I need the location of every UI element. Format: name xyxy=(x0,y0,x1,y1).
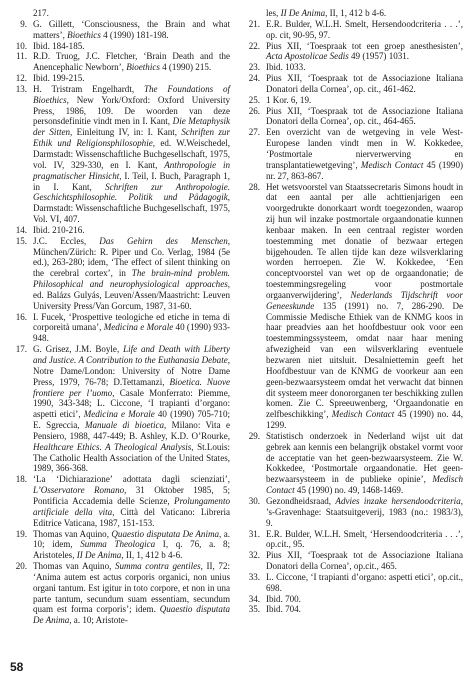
footnote xyxy=(10,236,230,312)
footnote-number: 18. xyxy=(15,474,27,485)
footnote-text: Ibid. 210-216. xyxy=(33,224,85,235)
right-column xyxy=(243,8,463,615)
footnote-number: 21. xyxy=(248,18,260,29)
footnote xyxy=(10,73,230,84)
footnote-number: 30. xyxy=(248,495,260,506)
footnote-text: G. Gillett, ‘Consciousness, the Brain and what matters’, Bioethics 4 (1990) 181-198. xyxy=(33,18,230,40)
footnote-number: 27. xyxy=(248,127,260,138)
footnote-number: 17. xyxy=(15,344,27,355)
footnote-number: 13. xyxy=(15,83,27,94)
page-number: 58 xyxy=(10,660,24,674)
footnote xyxy=(243,106,463,128)
footnote-number: 31. xyxy=(248,528,260,539)
footnote-text: Ibid. 704. xyxy=(266,604,301,615)
footnote-text: Pius XII, ‘Toespraak tot de Associazione Italiana Donatori della Cornea’, op.cit., 465. xyxy=(266,550,463,572)
footnote xyxy=(10,84,230,225)
footnote-text: J.C. Eccles, Das Gehirn des Menschen, München/Zürich: R. Piper und Co. Verlag, 1984 (5e ed.), 263-280; idem, ‘The effect of silent thinking on the cerebral cortex’, in The brain-mind problem. Philosophical and neurophysiological approaches, ed. Balázs Gulyás, Leuven/Assen/Maastricht: Leuven University Press/Van Gorcum, 1987, 31-60. xyxy=(33,235,231,311)
footnote-number: 22. xyxy=(248,40,260,51)
footnote xyxy=(243,41,463,63)
footnote-number: 25. xyxy=(248,94,260,105)
footnote-text: Ibid. 199-215. xyxy=(33,73,85,84)
left-column xyxy=(10,8,230,626)
footnote xyxy=(10,41,230,52)
footnote xyxy=(10,474,230,528)
footnote xyxy=(10,19,230,41)
footnote-number: 34. xyxy=(248,593,260,604)
footnote xyxy=(243,8,463,19)
footnote xyxy=(243,182,463,431)
footnote-text: R.D. Truog, J.C. Fletcher, ‘Brain Death and the Anencephalic Newborn’, Bioethics 4 (1990) 215. xyxy=(33,51,230,73)
footnote xyxy=(10,8,230,19)
footnote-text: Gezondheidsraad, Advies inzake hersendoodcriteria, ’s-Gravenhage: Staatsuitgeverij, 1983 (no.: 1983/3), 9. xyxy=(266,495,463,528)
footnote-text: 1 Kor. 6, 19. xyxy=(266,94,312,105)
footnote-text: Ibid. 700. xyxy=(266,593,301,604)
footnote-text: les, II De Anima, II, 1, 412 b 4-6. xyxy=(266,8,387,18)
footnote-text: E.R. Bulder, W.L.H. Smelt, ‘Hersendoodcriteria . . .’, op.cit., 95. xyxy=(266,528,463,550)
footnote xyxy=(243,95,463,106)
footnote-text: Pius XII, ‘Toespraak tot een groep anesthesisten’, Acta Apostolicae Sedis 49 (1957) 1031. xyxy=(266,40,463,62)
footnote xyxy=(243,529,463,551)
footnote-text: I. Fucek, ‘Prospettive teologiche ed etiche in tema di corporeità umana’, Medicina e Morale 40 (1990) 933-948. xyxy=(33,311,230,344)
footnote-text: Een overzicht van de wetgeving in vele West-Europese landen vindt men in W. Kokkedee, ‘Postmortale nierverwerving en transplantatiewetgeving’, Medisch Contact 45 (1990) nr. 27, 863-867. xyxy=(266,127,463,181)
footnote xyxy=(243,73,463,95)
footnote xyxy=(10,312,230,345)
footnote-number: 23. xyxy=(248,62,260,73)
footnote-text: H. Tristram Engelhardt, The Foundations of Bioethics, New York/Oxford: Oxford University Press, 1986, 109. De woorden van deze personsdefinitie vindt men in I. Kant, Die Metaphysik der Sitten, Einleitung IV, in: I. Kant, Schriften zur Ethik und Religionsphilosophie, ed. W.Weischedel, Darmstadt: Wissenschaftliche Buchgesellschaft, 1975, vol. IV, 329-330, en I. Kant, Anthropologie in pragmatischer Hinsicht, I. Teil, I. Buch, Paragraph 1, in I. Kant, Schriften zur Anthropologie. Geschichtsphilosophie. Politik und Pädagogik, Darmstadt: Wissenschaftliche Buchgesellschaft, 1975, Vol. VI, 407. xyxy=(33,83,231,225)
footnote-text: 217. xyxy=(33,8,49,18)
footnote-number: 12. xyxy=(15,73,27,84)
footnote xyxy=(243,431,463,496)
footnote xyxy=(10,561,230,626)
footnote xyxy=(10,344,230,474)
footnote-number: 24. xyxy=(248,73,260,84)
footnote-text: G. Grisez, J.M. Boyle, Life and Death with Liberty and Justice. A Contribution to the Euthanasia Debate, Notre Dame/London: University of Notre Dame Press, 1979, 76-78; D.Tettamanzi, Bioetica. Nuove frontiere per l’uomo, Casale Monferrato: Piemme, 1990, 343-348; L. Ciccone, ‘I trapianti d’organo: aspetti etici’, Medicina e Morale 40 (1990) 705-710; E. Sgreccia, Manuale di bioetica, Milano: Vita e Pensiero, 1988, 447-449; B. Ashley, K.D. O’Rourke, Healthcare Ethics. A Theological Analysis, St.Louis: The Catholic Health Association of the United States, 1989, 366-368. xyxy=(33,344,231,474)
footnote-text: Ibid. 184-185. xyxy=(33,40,85,51)
footnote-text: Pius XII, ‘Toespraak tot de Associazione Italiana Donatori della Cornea’, op. cit., 461-462. xyxy=(266,73,463,94)
footnote xyxy=(10,529,230,562)
footnote xyxy=(243,62,463,73)
footnote xyxy=(10,225,230,236)
footnote-number: 20. xyxy=(15,561,27,572)
footnote xyxy=(243,19,463,41)
footnote-text: ‘La ‘Dichiarazione’ adottata dagli scienziati’, L’Osservatore Romano, 31 Oktober 1985, 5; Pontificia Accademia delle Scienze, Prolungamento artificiale della vita, Città del Vaticano: Libreria Editrice Vaticana, 1987, 151-153. xyxy=(33,474,231,528)
footnote-number: 10. xyxy=(15,40,27,51)
footnote-number: 35. xyxy=(248,604,260,615)
footnote-number: 15. xyxy=(15,235,27,246)
footnote-number: 33. xyxy=(248,571,260,582)
footnote-number: 32. xyxy=(248,550,260,561)
footnote-number: 19. xyxy=(15,528,27,539)
footnote-text: E.R. Bulder, W.L.H. Smelt, Hersendoodcriteria . . .’, op. cit, 90-95, 97. xyxy=(266,18,463,40)
footnote-text: Het wetsvoorstel van Staatssecretaris Simons houdt in dat een aantal per alle achttienjarigen een voorgedrukte donorkaart wordt toegezonden, waarop zij hun wil inzake postmortale orgaandonatie kunnen kenbaar maken. In een centraal register worden toestemming met donatie of bezwaar ertegen bijgehouden. Te allen tijde kan deze wilsverklaring worden herroepen. Zie W. Kokkedee, ‘Een conceptvoorstel van wet op de orgaandonatie; de toestemmingsregeling voor postmortale orgaanverwijdering’, Nederlands Tijdschrift voor Geneeskunde 135 (1991) no. 7, 286-290. De Commissie Medische Ethiek van de KNMG koos in haar preadvies aan het hoofdbestuur ook voor een toestemmingssysteem, omdat naar haar mening afwezigheid van een wilsverklaring eventuele bezwaren niet uitsluit. Desalniettemin geeft het Hoofdbestuur van de KNMG de voorkeur aan een geen-bezwaarsysteem omdat het verwacht dat binnen dit systeem meer donororganen ter beschikking zullen komen. Zie C. Spreeuwenberg, ‘Orgaandonatie en zelfbeschikking’, Medisch Contact 45 (1990) no. 44, 1299. xyxy=(266,181,463,431)
footnote-number: 14. xyxy=(15,224,27,235)
footnote-text: Pius XII, ‘Toespraak tot de Associazione Italiana Donatori della Cornea’, op. cit., 464-465. xyxy=(266,105,463,127)
footnote-number: 9. xyxy=(20,18,27,29)
footnote-number: 29. xyxy=(248,430,260,441)
footnote-text: L. Ciccone, ‘I trapianti d’organo: aspetti etici’, op.cit., 698. xyxy=(266,571,463,593)
footnote-number: 28. xyxy=(248,181,260,192)
footnote xyxy=(10,51,230,73)
footnote-number: 26. xyxy=(248,105,260,116)
footnote xyxy=(243,496,463,529)
footnote-text: Ibid. 1033. xyxy=(266,62,306,73)
footnote-number: 16. xyxy=(15,311,27,322)
footnote xyxy=(243,550,463,572)
footnote-text: Thomas van Aquino, Summa contra gentiles, II, 72: ‘Anima autem est actus corporis organici, non unius organi tantum. Est igitur in toto corpore, et non in una parte tantum, secundum suam essentiam, secundum quam est forma corporis’; idem. Quaestio disputata De Anima, a. 10; Aristote- xyxy=(33,561,230,626)
footnote xyxy=(243,572,463,594)
footnote xyxy=(243,594,463,605)
footnote xyxy=(243,604,463,615)
footnote-text: Statistisch onderzoek in Nederland wijst uit dat gebrek aan kennis een belangrijk obstakel vormt voor de acceptatie van het geen-bezwaarsysteem. Zie W. Kokkedee, ‘Postmortale orgaandonatie. Het geen-bezwaarsysteem in de publieke opinie’, Medisch Contact 45 (1990) no. 49, 1468-1469. xyxy=(266,430,463,496)
footnote-number: 11. xyxy=(16,51,27,62)
footnote-text: Thomas van Aquino, Quaestio disputata De Anima, a. 10; idem, Summa Theologica I, q. 76, a. 8; Aristoteles, II De Anima, II, 1, 412 b 4-6. xyxy=(33,528,231,561)
footnote xyxy=(243,127,463,181)
